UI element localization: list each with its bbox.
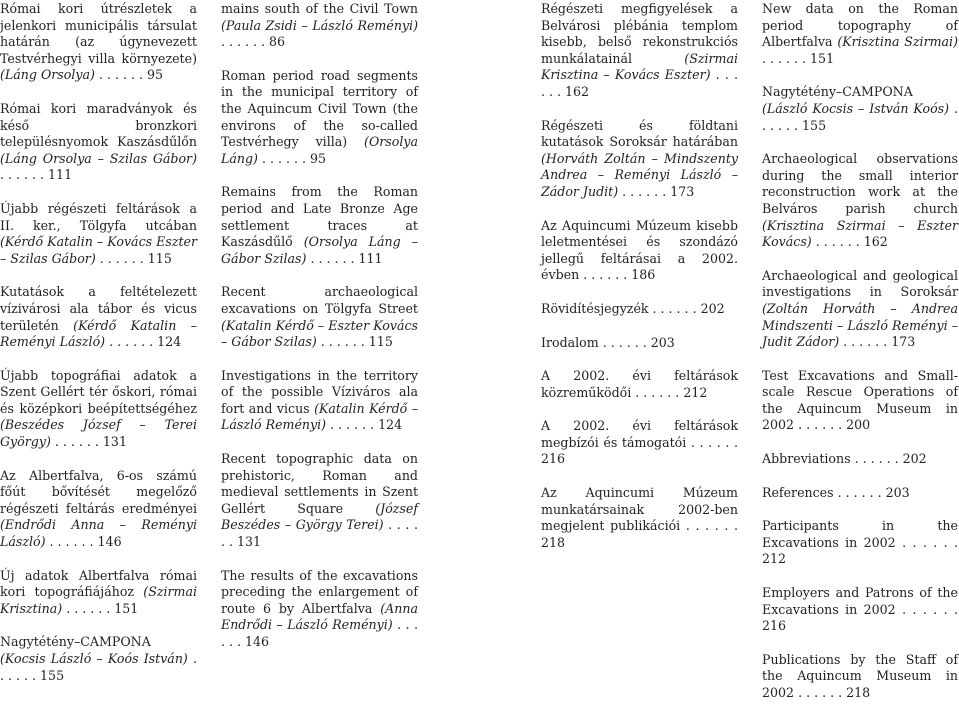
toc-entry-title: Publications by the Staff of the Aquincum Museum in 2002 <box>762 651 958 700</box>
toc-page-number: 151 <box>810 50 835 66</box>
toc-entry <box>762 84 958 134</box>
toc-entry-authors: (Zoltán Horváth – Andrea Mindszenti – László Reményi – Judit Zádor) <box>762 300 958 350</box>
toc-page-number: 202 <box>700 300 725 316</box>
toc-leader-dots: . . . . . . <box>221 517 418 550</box>
toc-leader-dots: . . . . . . <box>839 334 892 350</box>
toc-page-number: 203 <box>885 484 910 500</box>
toc-page-number: 111 <box>358 250 383 266</box>
toc-page-number: 95 <box>310 150 327 166</box>
toc-page-number: 186 <box>631 267 656 283</box>
toc-leader-dots: . . . . . . <box>686 434 738 450</box>
toc-column-4 <box>762 1 958 719</box>
toc-entry-title: Az Aquincumi Múzeum kisebb leletmentései és szondázó jellegű feltárásai a 2002. évben <box>541 217 738 283</box>
toc-column-2 <box>221 1 418 668</box>
toc-page-number: 131 <box>102 434 127 450</box>
toc-entry-title: Investigations in the territory of the possible Víziváros ala fort and vicus <box>221 367 418 416</box>
toc-entry <box>541 218 738 284</box>
toc-entry-title: A 2002. évi feltárások megbízói és támogatói <box>541 418 738 450</box>
toc-entry-authors: (Krisztina Szirmai – Eszter Kovács) <box>762 217 958 250</box>
toc-leader-dots: . . . . . . <box>598 334 651 350</box>
toc-entry-title: The results of the excavations preceding the enlargement of route 6 by Albertfalva <box>221 567 418 616</box>
toc-leader-dots: . . . . . . <box>95 250 148 266</box>
toc-entry-title: Test Excavations and Small-scale Rescue Operations of the Aquincum Museum in 2002 <box>762 367 958 433</box>
toc-page-number: 218 <box>846 685 871 700</box>
toc-entry-title: Recent topographic data on prehistoric, Roman and medieval settlements in Szent Gellért Square <box>221 451 418 516</box>
toc-page-number: 111 <box>48 167 73 183</box>
toc-entry <box>221 284 418 350</box>
toc-page-number: 173 <box>670 183 695 199</box>
toc-entry-authors: (Beszédes József – Terei György) <box>0 417 197 450</box>
toc-entry-title: References <box>762 484 834 500</box>
toc-entry <box>221 368 418 434</box>
toc-entry-authors: (Láng Orsolya) <box>0 67 95 83</box>
toc-leader-dots: . . . . . . <box>541 67 738 99</box>
toc-leader-dots: . . . . . . <box>762 100 958 133</box>
toc-entry <box>762 268 958 351</box>
toc-leader-dots: . . . . . . <box>50 434 103 450</box>
toc-entry-authors: (Paula Zsidi – László Reményi) <box>221 17 418 33</box>
toc-page-number: 124 <box>378 417 403 433</box>
toc-page-number: 200 <box>846 417 871 433</box>
toc-entry <box>221 1 418 51</box>
toc-leader-dots: . . . . . . <box>811 234 864 250</box>
toc-leader-dots: . . . . . . <box>0 651 197 683</box>
toc-entry <box>762 585 958 635</box>
toc-page-number: 86 <box>269 34 286 50</box>
toc-entry-title: New data on the Roman period topography of Albertfalva <box>762 1 958 50</box>
toc-leader-dots: . . . . . . <box>0 167 49 183</box>
toc-entry <box>0 468 197 551</box>
toc-leader-dots: . . . . . . <box>833 484 886 500</box>
toc-entry-title: Nagytétény–CAMPONA <box>0 634 151 650</box>
toc-column-3 <box>541 1 738 568</box>
toc-entry-authors: (Szirmai Krisztina – Kovács Eszter) <box>541 50 738 83</box>
toc-entry-authors: (Kérdő Katalin – Reményi László) <box>0 317 197 350</box>
toc-entry-authors: (Katalin Kérdő – Eszter Kovács – Gábor Szilas) <box>221 317 418 350</box>
toc-page-number: 173 <box>891 334 916 350</box>
toc-entry <box>541 335 738 352</box>
toc-entry-title: Roman period road segments in the municipal territory of the Aquincum Civil Town (the environs of the so-called Testvérhegy villa) <box>221 67 418 150</box>
toc-leader-dots: . . . . . . <box>316 334 369 350</box>
toc-entry-authors: (Szirmai Krisztina) <box>0 584 197 616</box>
toc-entry <box>762 652 958 702</box>
toc-page-number: 216 <box>762 618 787 634</box>
toc-entry-title: A 2002. évi feltárások közreműködői <box>541 368 738 400</box>
toc-page-number: 218 <box>541 534 566 550</box>
toc-leader-dots: . . . . . . <box>105 334 158 350</box>
toc-leader-dots: . . . . . . <box>895 534 958 550</box>
toc-page-number: 95 <box>146 67 163 83</box>
toc-entry <box>762 151 958 251</box>
toc-page-number: 131 <box>237 534 262 550</box>
toc-entry-authors: (Krisztina Szirmai) <box>837 34 958 50</box>
toc-entry-title: mains south of the Civil Town <box>221 1 418 16</box>
toc-page-number: 146 <box>97 534 122 550</box>
toc-entry-title: Római kori maradványok és késő bronzkori településnyomok Kaszásdűlőn <box>0 100 197 150</box>
toc-entry <box>0 101 197 184</box>
toc-entry <box>221 568 418 651</box>
toc-page-number: 212 <box>762 551 787 567</box>
toc-entry <box>541 118 738 201</box>
toc-leader-dots: . . . . . . <box>94 67 147 83</box>
toc-entry <box>762 518 958 568</box>
toc-entry-authors: (Kocsis László – Koós István) <box>0 651 188 666</box>
toc-entry <box>0 201 197 267</box>
toc-leader-dots: . . . . . . <box>579 267 632 283</box>
toc-leader-dots: . . . . . . <box>794 417 847 433</box>
toc-leader-dots: . . . . . . <box>221 34 270 50</box>
toc-entry <box>541 1 738 101</box>
toc-entry <box>221 184 418 267</box>
toc-entry <box>0 284 197 350</box>
toc-entry-title: Recent archaeological excavations on Tölgyfa Street <box>221 284 418 316</box>
toc-entry <box>762 1 958 67</box>
toc-leader-dots: . . . . . . <box>850 451 903 467</box>
toc-page-number: 124 <box>157 334 182 350</box>
toc-entry-authors: (László Kocsis – István Koós) <box>762 100 950 116</box>
toc-entry <box>762 368 958 434</box>
toc-entry-title: Új adatok Albertfalva római kori topográfiájához <box>0 567 197 600</box>
toc-entry <box>541 301 738 318</box>
toc-page-number: 203 <box>650 334 675 350</box>
toc-column-1 <box>0 1 197 701</box>
toc-leader-dots: . . . . . . <box>62 600 115 616</box>
toc-page-number: 146 <box>245 634 270 649</box>
toc-page-number: 155 <box>802 117 827 133</box>
toc-page-number: 202 <box>902 451 927 467</box>
toc-leader-dots: . . . . . . <box>648 300 701 316</box>
toc-leader-dots: . . . . . . <box>618 183 671 199</box>
toc-page-number: 162 <box>565 83 590 99</box>
toc-entry-title: Rövidítésjegyzék <box>541 300 649 316</box>
toc-entry-title: Participants in the Excavations in 2002 <box>762 518 958 550</box>
toc-leader-dots: . . . . . . <box>762 50 811 66</box>
toc-entry <box>221 451 418 551</box>
toc-leader-dots: . . . . . . <box>306 250 359 266</box>
toc-entry-title: Újabb topográfiai adatok a Szent Gellért tér őskori, római és középkori beépítettségéhez <box>0 367 197 416</box>
toc-entry-authors: (Anna Endrődi – László Reményi) <box>221 600 418 633</box>
toc-entry-title: Az Albertfalva, 6-os számú főút bővítését megelőző régészeti feltárás eredményei <box>0 467 197 516</box>
toc-entry-authors: (József Beszédes – György Terei) <box>221 500 418 533</box>
toc-entry <box>762 451 958 468</box>
toc-leader-dots: . . . . . . <box>326 417 379 433</box>
toc-page-number: 162 <box>863 234 888 250</box>
toc-page-number: 115 <box>368 334 393 350</box>
toc-entry-title: Újabb régészeti feltárások a II. ker., Tölgyfa utcában <box>0 200 197 233</box>
toc-leader-dots: . . . . . . <box>794 685 847 700</box>
toc-leader-dots: . . . . . . <box>257 150 311 166</box>
toc-entry <box>0 568 197 618</box>
toc-entry-title: Archaeological and geological investigations in Soroksár <box>762 267 958 300</box>
toc-entry <box>0 368 197 451</box>
toc-entry-title: Régészeti és földtani kutatások Soroksár határában <box>541 117 738 150</box>
toc-entry-title: Archaeological observations during the small interior reconstruction work at the Belváros parish church <box>762 151 958 216</box>
toc-entry-authors: (Láng Orsolya – Szilas Gábor) <box>0 150 197 166</box>
toc-leader-dots: . . . . . . <box>221 617 418 649</box>
toc-leader-dots: . . . . . . <box>631 384 684 400</box>
toc-entry-title: Nagytétény–CAMPONA <box>762 84 913 100</box>
toc-entry-authors: (Horváth Zoltán – Mindszenty Andrea – Reményi László – Zádor Judit) <box>541 150 738 199</box>
toc-entry-title: Employers and Patrons of the Excavations in 2002 <box>762 585 958 617</box>
toc-entry <box>0 634 197 684</box>
toc-entry-authors: (Katalin Kérdő – László Reményi) <box>221 400 418 433</box>
toc-page-number: 115 <box>147 250 172 266</box>
toc-leader-dots: . . . . . . <box>45 534 98 550</box>
toc-entry <box>762 485 958 502</box>
toc-entry <box>0 1 197 84</box>
toc-leader-dots: . . . . . . <box>895 601 958 617</box>
toc-entry-title: Az Aquincumi Múzeum munkatársainak 2002-ben megjelent publikációi <box>541 485 738 534</box>
toc-entry <box>221 68 418 168</box>
toc-entry-title: Kutatások a feltételezett vízivárosi ala tábor és vicus területén <box>0 284 197 333</box>
toc-entry-authors: (Kérdő Katalin – Kovács Eszter – Szilas Gábor) <box>0 234 197 266</box>
toc-leader-dots: . . . . . . <box>680 518 738 534</box>
toc-entry-title: Régészeti megfigyelések a Belvárosi plébánia templom kisebb, belső rekonstrukciós munkálatainál <box>541 1 738 66</box>
toc-page-number: 155 <box>40 667 65 683</box>
toc-entry-authors: (Orsolya Láng) <box>221 134 418 166</box>
toc-entry <box>541 368 738 401</box>
toc-entry-authors: (Endrődi Anna – Reményi László) <box>0 517 197 550</box>
toc-entry <box>541 485 738 551</box>
toc-entry-title: Irodalom <box>541 334 599 350</box>
toc-entry-title: Római kori útrészletek a jelenkori municipális társulat határán (az úgynevezett Testvérhegyi villa környezete) <box>0 1 197 66</box>
toc-entry <box>541 418 738 468</box>
toc-entry-title: Abbreviations <box>762 451 851 467</box>
toc-page-number: 151 <box>114 600 139 616</box>
toc-page-number: 212 <box>683 384 708 400</box>
toc-entry-title: Remains from the Roman period and Late Bronze Age settlement traces at Kaszásdűlő <box>221 184 418 250</box>
toc-entry-authors: (Orsolya Láng – Gábor Szilas) <box>221 234 418 266</box>
toc-page-number: 216 <box>541 451 566 467</box>
